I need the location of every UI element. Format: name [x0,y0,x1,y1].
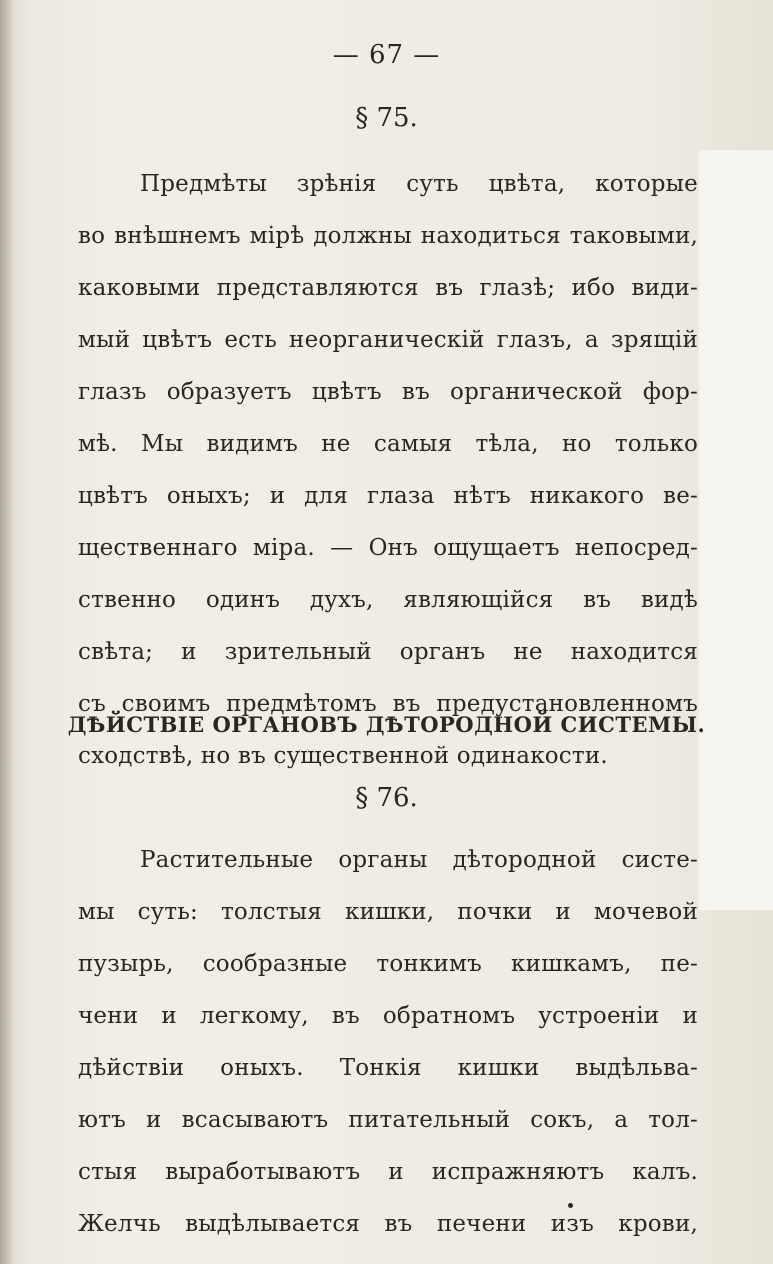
text-line: Предмѣты зрѣнія суть цвѣта, которые [140,171,698,197]
ink-speck [568,1203,573,1208]
page-number: — 67 — [332,40,441,70]
text-line: во внѣшнемъ мірѣ должны находиться таковыми, [78,223,698,249]
text-line: стыя выработываютъ и испражняютъ калъ. [78,1159,698,1185]
text-line: мѣ. Мы видимъ не самыя тѣла, но только [78,431,698,457]
text-line: съ своимъ предмѣтомъ въ предустановленномъ [78,691,698,717]
text-line: глазъ образуетъ цвѣтъ въ органической фор- [78,379,698,405]
text-line: дѣйствіи оныхъ. Тонкія кишки выдѣльва- [78,1055,698,1081]
text-line: Растительные органы дѣтородной систе- [140,847,698,873]
text-line: мы суть: толстыя кишки, почки и мочевой [78,899,698,925]
section-76-heading: § 76. [355,783,418,813]
text-line: ственно одинъ духъ, являющійся въ видѣ [78,587,698,613]
paragraph-section-76 [78,834,698,1250]
text-line: щественнаго міра. — Онъ ощущаетъ непосред- [78,535,698,561]
binding-shadow [0,0,14,1264]
text-line: ютъ и всасываютъ питательный сокъ, а тол- [78,1107,698,1133]
section-75-heading: § 75. [355,103,418,133]
text-line: мый цвѣтъ есть неорганическій глазъ, а зрящій [78,327,698,353]
text-line: каковыми представляются въ глазѣ; ибо види- [78,275,698,301]
text-line: свѣта; и зрительный органъ не находится [78,639,698,665]
text-line: Желчь выдѣлывается въ печени изъ крови, [78,1211,698,1237]
paragraph-section-75 [78,158,698,782]
text-line: чени и легкому, въ обратномъ устроеніи и [78,1003,698,1029]
text-line: цвѣтъ оныхъ; и для глаза нѣтъ никакого ве- [78,483,698,509]
chapter-heading: ДѢЙСТВІЕ ОРГАНОВЪ ДѢТОРОДНОЙ СИСТЕМЫ. [67,712,706,737]
text-line: сходствѣ, но въ существенной одинакости. [78,743,608,769]
text-line: пузырь, сообразные тонкимъ кишкамъ, пе- [78,951,698,977]
